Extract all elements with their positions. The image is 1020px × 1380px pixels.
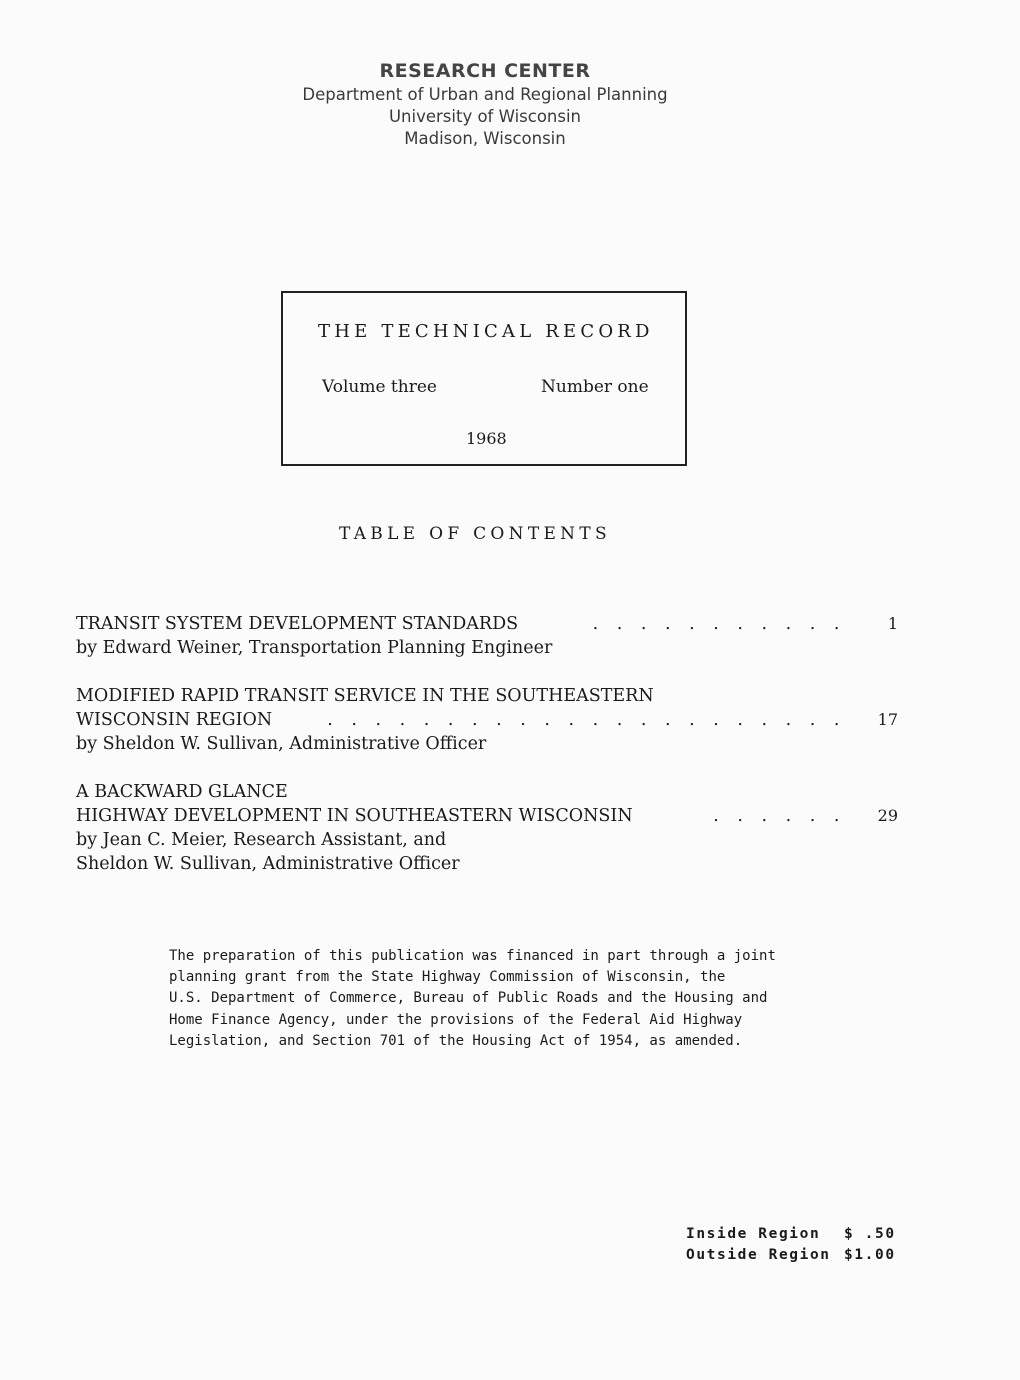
- record-title: THE TECHNICAL RECORD: [318, 321, 654, 342]
- toc-entry-author: Sheldon W. Sullivan, Administrative Officer: [76, 854, 460, 874]
- funding-note: [169, 946, 829, 1052]
- record-number: Number one: [541, 377, 649, 397]
- toc-page-number: 29: [877, 806, 898, 825]
- funding-note-line: planning grant from the State Highway Commission of Wisconsin, the: [169, 969, 726, 986]
- technical-record-box: [281, 291, 687, 466]
- stamp-line-city: Madison, Wisconsin: [404, 129, 566, 148]
- stamp-line-university: University of Wisconsin: [388, 107, 582, 126]
- toc-entry-title: TRANSIT SYSTEM DEVELOPMENT STANDARDS: [76, 614, 519, 634]
- funding-note-line: U.S. Department of Commerce, Bureau of Public Roads and the Housing and: [169, 990, 768, 1007]
- toc-leader-dots: . . . . . . . . . . .: [592, 614, 846, 634]
- toc-leader-dots: . . . . . .: [713, 806, 846, 826]
- price-list: [686, 1224, 896, 1266]
- toc-entry-title-line: [76, 612, 906, 636]
- toc-page-number: 17: [877, 710, 898, 729]
- price-row: [686, 1224, 896, 1245]
- toc-entry-author: by Edward Weiner, Transportation Planning Engineer: [76, 638, 553, 658]
- toc-entry-title-line: MODIFIED RAPID TRANSIT SERVICE IN THE SOUTHEASTERN: [76, 686, 654, 706]
- record-volume: Volume three: [322, 377, 437, 397]
- toc-leader-dots: . . . . . . . . . . . . . . . . . . . . . .: [327, 710, 846, 730]
- toc-entry-author: by Sheldon W. Sullivan, Administrative Officer: [76, 734, 487, 754]
- toc-entry-title-line: A BACKWARD GLANCE: [76, 782, 288, 802]
- toc-heading: TABLE OF CONTENTS: [339, 524, 611, 544]
- toc-entry-title: WISCONSIN REGION: [76, 710, 273, 730]
- toc-entry-title-line: [76, 708, 906, 732]
- price-row: [686, 1245, 896, 1266]
- funding-note-line: The preparation of this publication was financed in part through a joint: [169, 948, 776, 964]
- toc-entry: [76, 780, 906, 876]
- price-value: $1.00: [844, 1247, 896, 1263]
- stamp-line-research-center: RESEARCH CENTER: [379, 60, 591, 82]
- price-label: Outside Region: [686, 1247, 831, 1263]
- toc-entry-author: by Jean C. Meier, Research Assistant, and: [76, 830, 447, 850]
- table-of-contents: [76, 612, 906, 900]
- price-label: Inside Region: [686, 1226, 821, 1242]
- toc-page-number: 1: [887, 614, 898, 633]
- toc-entry-title-line: [76, 804, 906, 828]
- toc-entry: [76, 684, 906, 756]
- stamp-line-department: Department of Urban and Regional Planning: [302, 85, 668, 104]
- price-value: $ .50: [844, 1226, 896, 1242]
- toc-entry-title: HIGHWAY DEVELOPMENT IN SOUTHEASTERN WISCONSIN: [76, 806, 633, 826]
- funding-note-line: Legislation, and Section 701 of the Housing Act of 1954, as amended.: [169, 1032, 743, 1049]
- research-center-stamp: [0, 58, 970, 150]
- toc-entry: [76, 612, 906, 660]
- funding-note-line: Home Finance Agency, under the provisions of the Federal Aid Highway: [169, 1011, 743, 1028]
- record-year: 1968: [466, 429, 507, 448]
